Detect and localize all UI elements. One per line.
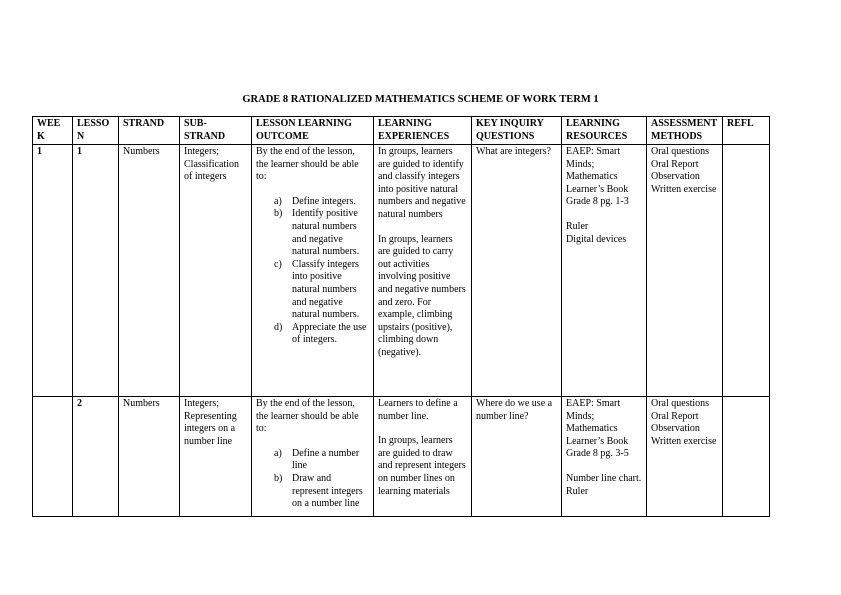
assessment-item: Oral Report	[651, 410, 699, 422]
reflection-cell	[723, 145, 770, 397]
assessment-cell	[647, 397, 723, 517]
list-text: Draw and represent integers on a number line	[292, 472, 363, 510]
assessment-item: Oral Report	[651, 158, 699, 170]
inquiry-cell: What are integers?	[472, 145, 562, 397]
experiences-cell	[374, 145, 472, 397]
outcome-intro: By the end of the lesson, the learner should be able to:	[256, 398, 359, 435]
resource-item: EAEP: Smart Minds; Mathematics Learner’s Book Grade 8 pg. 3-5	[566, 398, 629, 460]
header-reflection: REFL	[723, 117, 770, 145]
lesson-cell: 1	[73, 145, 119, 397]
outcome-list	[256, 448, 369, 511]
resources-cell	[562, 397, 647, 517]
lesson-cell: 2	[73, 397, 119, 517]
list-marker: b)	[274, 208, 283, 220]
header-strand: STRAND	[119, 117, 180, 145]
sub-strand-cell: Integers; Representing integers on a number line	[180, 397, 252, 517]
list-marker: d)	[274, 321, 283, 333]
resource-item: Digital devices	[566, 233, 627, 245]
list-item	[256, 322, 369, 347]
resource-item: Ruler	[566, 485, 589, 497]
list-text: Appreciate the use of integers.	[292, 321, 367, 346]
assessment-cell	[647, 145, 723, 397]
header-assessment: ASSESSMENT METHODS	[647, 117, 723, 145]
table-row	[33, 397, 770, 517]
experience-paragraph: In groups, learners are guided to carry out activities involving positive and negative numbers and zero. For example, climbing upstairs (positive), climbing down (negative).	[378, 233, 466, 358]
list-item	[256, 208, 369, 258]
experience-paragraph: In groups, learners are guided to identify and classify integers into positive natural numbers and negative natural numbers	[378, 146, 466, 220]
list-text: Define a number line	[292, 447, 360, 472]
header-outcome: LESSON LEARNING OUTCOME	[252, 117, 374, 145]
strand-cell: Numbers	[119, 397, 180, 517]
header-row	[33, 117, 770, 145]
outcome-list	[256, 196, 369, 347]
list-item	[256, 259, 369, 322]
header-lesson: LESSO N	[73, 117, 119, 145]
resource-item: Number line chart.	[566, 472, 642, 484]
sub-strand-cell: Integers; Classification of integers	[180, 145, 252, 397]
outcome-cell	[252, 397, 374, 517]
week-cell: 1	[33, 145, 73, 397]
outcome-cell	[252, 145, 374, 397]
inquiry-cell: Where do we use a number line?	[472, 397, 562, 517]
resource-item: EAEP: Smart Minds; Mathematics Learner’s Book Grade 8 pg. 1-3	[566, 146, 629, 208]
experiences-cell	[374, 397, 472, 517]
header-experiences: LEARNING EXPERIENCES	[374, 117, 472, 145]
assessment-item: Oral questions	[651, 398, 710, 409]
list-marker: b)	[274, 472, 283, 484]
assessment-item: Observation	[651, 423, 700, 435]
list-marker: a)	[274, 195, 282, 207]
list-text: Identify positive natural numbers and negative natural numbers.	[292, 208, 360, 258]
outcome-intro: By the end of the lesson, the learner should be able to:	[256, 146, 359, 183]
scheme-of-work-table	[32, 116, 770, 517]
list-text: Classify integers into positive natural numbers and negative natural numbers.	[292, 258, 360, 321]
strand-cell: Numbers	[119, 145, 180, 397]
experience-paragraph: In groups, learners are guided to draw and represent integers on number lines on learning materials	[378, 435, 466, 497]
reflection-cell	[723, 397, 770, 517]
table-row	[33, 145, 770, 397]
header-inquiry: KEY INQUIRY QUESTIONS	[472, 117, 562, 145]
list-marker: a)	[274, 447, 282, 459]
list-text: Define integers.	[292, 195, 356, 207]
assessment-item: Written exercise	[651, 435, 717, 447]
week-cell	[33, 397, 73, 517]
list-item	[256, 196, 369, 209]
document-title: GRADE 8 RATIONALIZED MATHEMATICS SCHEME OF WORK TERM 1	[242, 94, 599, 105]
assessment-item: Observation	[651, 171, 700, 183]
header-week: WEE K	[33, 117, 73, 145]
assessment-item: Oral questions	[651, 146, 710, 157]
assessment-item: Written exercise	[651, 183, 717, 195]
list-marker: c)	[274, 258, 282, 270]
experience-paragraph: Learners to define a number line.	[378, 398, 458, 422]
resource-item: Ruler	[566, 220, 589, 232]
header-sub-strand: SUB-STRAND	[180, 117, 252, 145]
list-item	[256, 448, 369, 473]
list-item	[256, 473, 369, 511]
header-resources: LEARNING RESOURCES	[562, 117, 647, 145]
resources-cell	[562, 145, 647, 397]
